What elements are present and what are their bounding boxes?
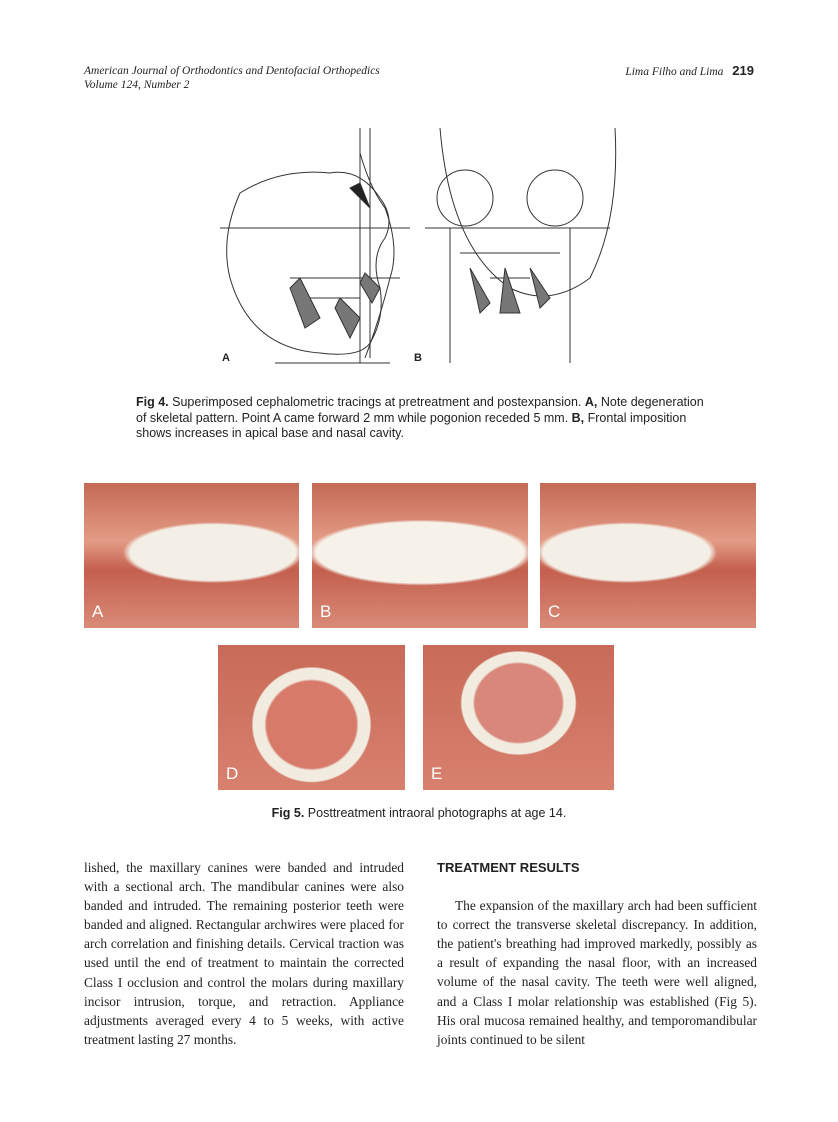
- photo-label: B: [320, 602, 332, 621]
- fig5-photo-a: [84, 483, 299, 628]
- journal-volume: Volume 124, Number 2: [84, 79, 190, 91]
- fig4-panel-b-label: B: [414, 352, 422, 364]
- fig5-photo-b: [312, 483, 528, 628]
- fig4-label: Fig 4.: [136, 395, 169, 409]
- page-number: 219: [732, 63, 754, 78]
- fig5-photo-c: [540, 483, 756, 628]
- journal-title: American Journal of Orthodontics and Dentofacial Orthopedics: [84, 65, 380, 77]
- fig5-photo-d: [218, 645, 405, 790]
- fig4-caption-text: Superimposed cephalometric tracings at pretreatment and postexpansion.: [168, 395, 585, 409]
- section-heading: TREATMENT RESULTS: [437, 860, 580, 875]
- body-paragraph: The expansion of the maxillary arch had been sufficient to correct the transverse skeletal discrepancy. In addition, the patient's breathing had improved markedly, possibly as a result of expanding the nasal floor, with an increased volume of the nasal cavity. The teeth were well aligned, and a Class I molar relationship was established (Fig 5). His oral mucosa remained healthy, and temporomandibular joints continued to be silent: [437, 898, 757, 1047]
- body-paragraph: lished, the maxillary canines were banded and intruded with a sectional arch. The mandibular canines were also banded and intruded. The remaining posterior teeth were banded and aligned. Rectangular archwires were placed for arch correlation and finishing details. Cervical traction was used until the end of treatment to maintain the corrected Class I occlusion and control the molars during maxillary incisor intrusion, torque, and retraction. Appliance adjustments averaged every 4 to 5 weeks, with active treatment lasting 27 months.: [84, 860, 404, 1047]
- photo-label: C: [548, 602, 561, 621]
- photo-label: E: [431, 764, 443, 783]
- fig4-panel-a-label: A: [222, 352, 230, 364]
- fig4-a: A,: [584, 395, 598, 409]
- left-column: [84, 858, 404, 1049]
- running-header-right: [625, 64, 754, 79]
- fig4-b: B,: [571, 410, 585, 425]
- running-header-left: [84, 64, 380, 92]
- fig5-label: Fig 5.: [271, 806, 305, 820]
- fig5-caption-text: Posttreatment intraoral photographs at age 14.: [304, 806, 567, 820]
- fig4-caption: [136, 395, 706, 442]
- fig4-caption-text: Frontal imposition shows increases in apical base and nasal cavity.: [136, 410, 687, 440]
- right-column: [437, 858, 757, 1049]
- fig5-photo-e: [423, 645, 614, 790]
- authors: Lima Filho and Lima: [625, 66, 724, 78]
- fig4-tracings: [210, 128, 630, 368]
- photo-label: D: [226, 764, 239, 783]
- fig5-caption: [0, 806, 838, 822]
- fig4-caption-text: Note degeneration of skeletal pattern. Point A came forward 2 mm while pogonion receded 5 mm.: [136, 395, 704, 425]
- photo-label: A: [92, 602, 104, 621]
